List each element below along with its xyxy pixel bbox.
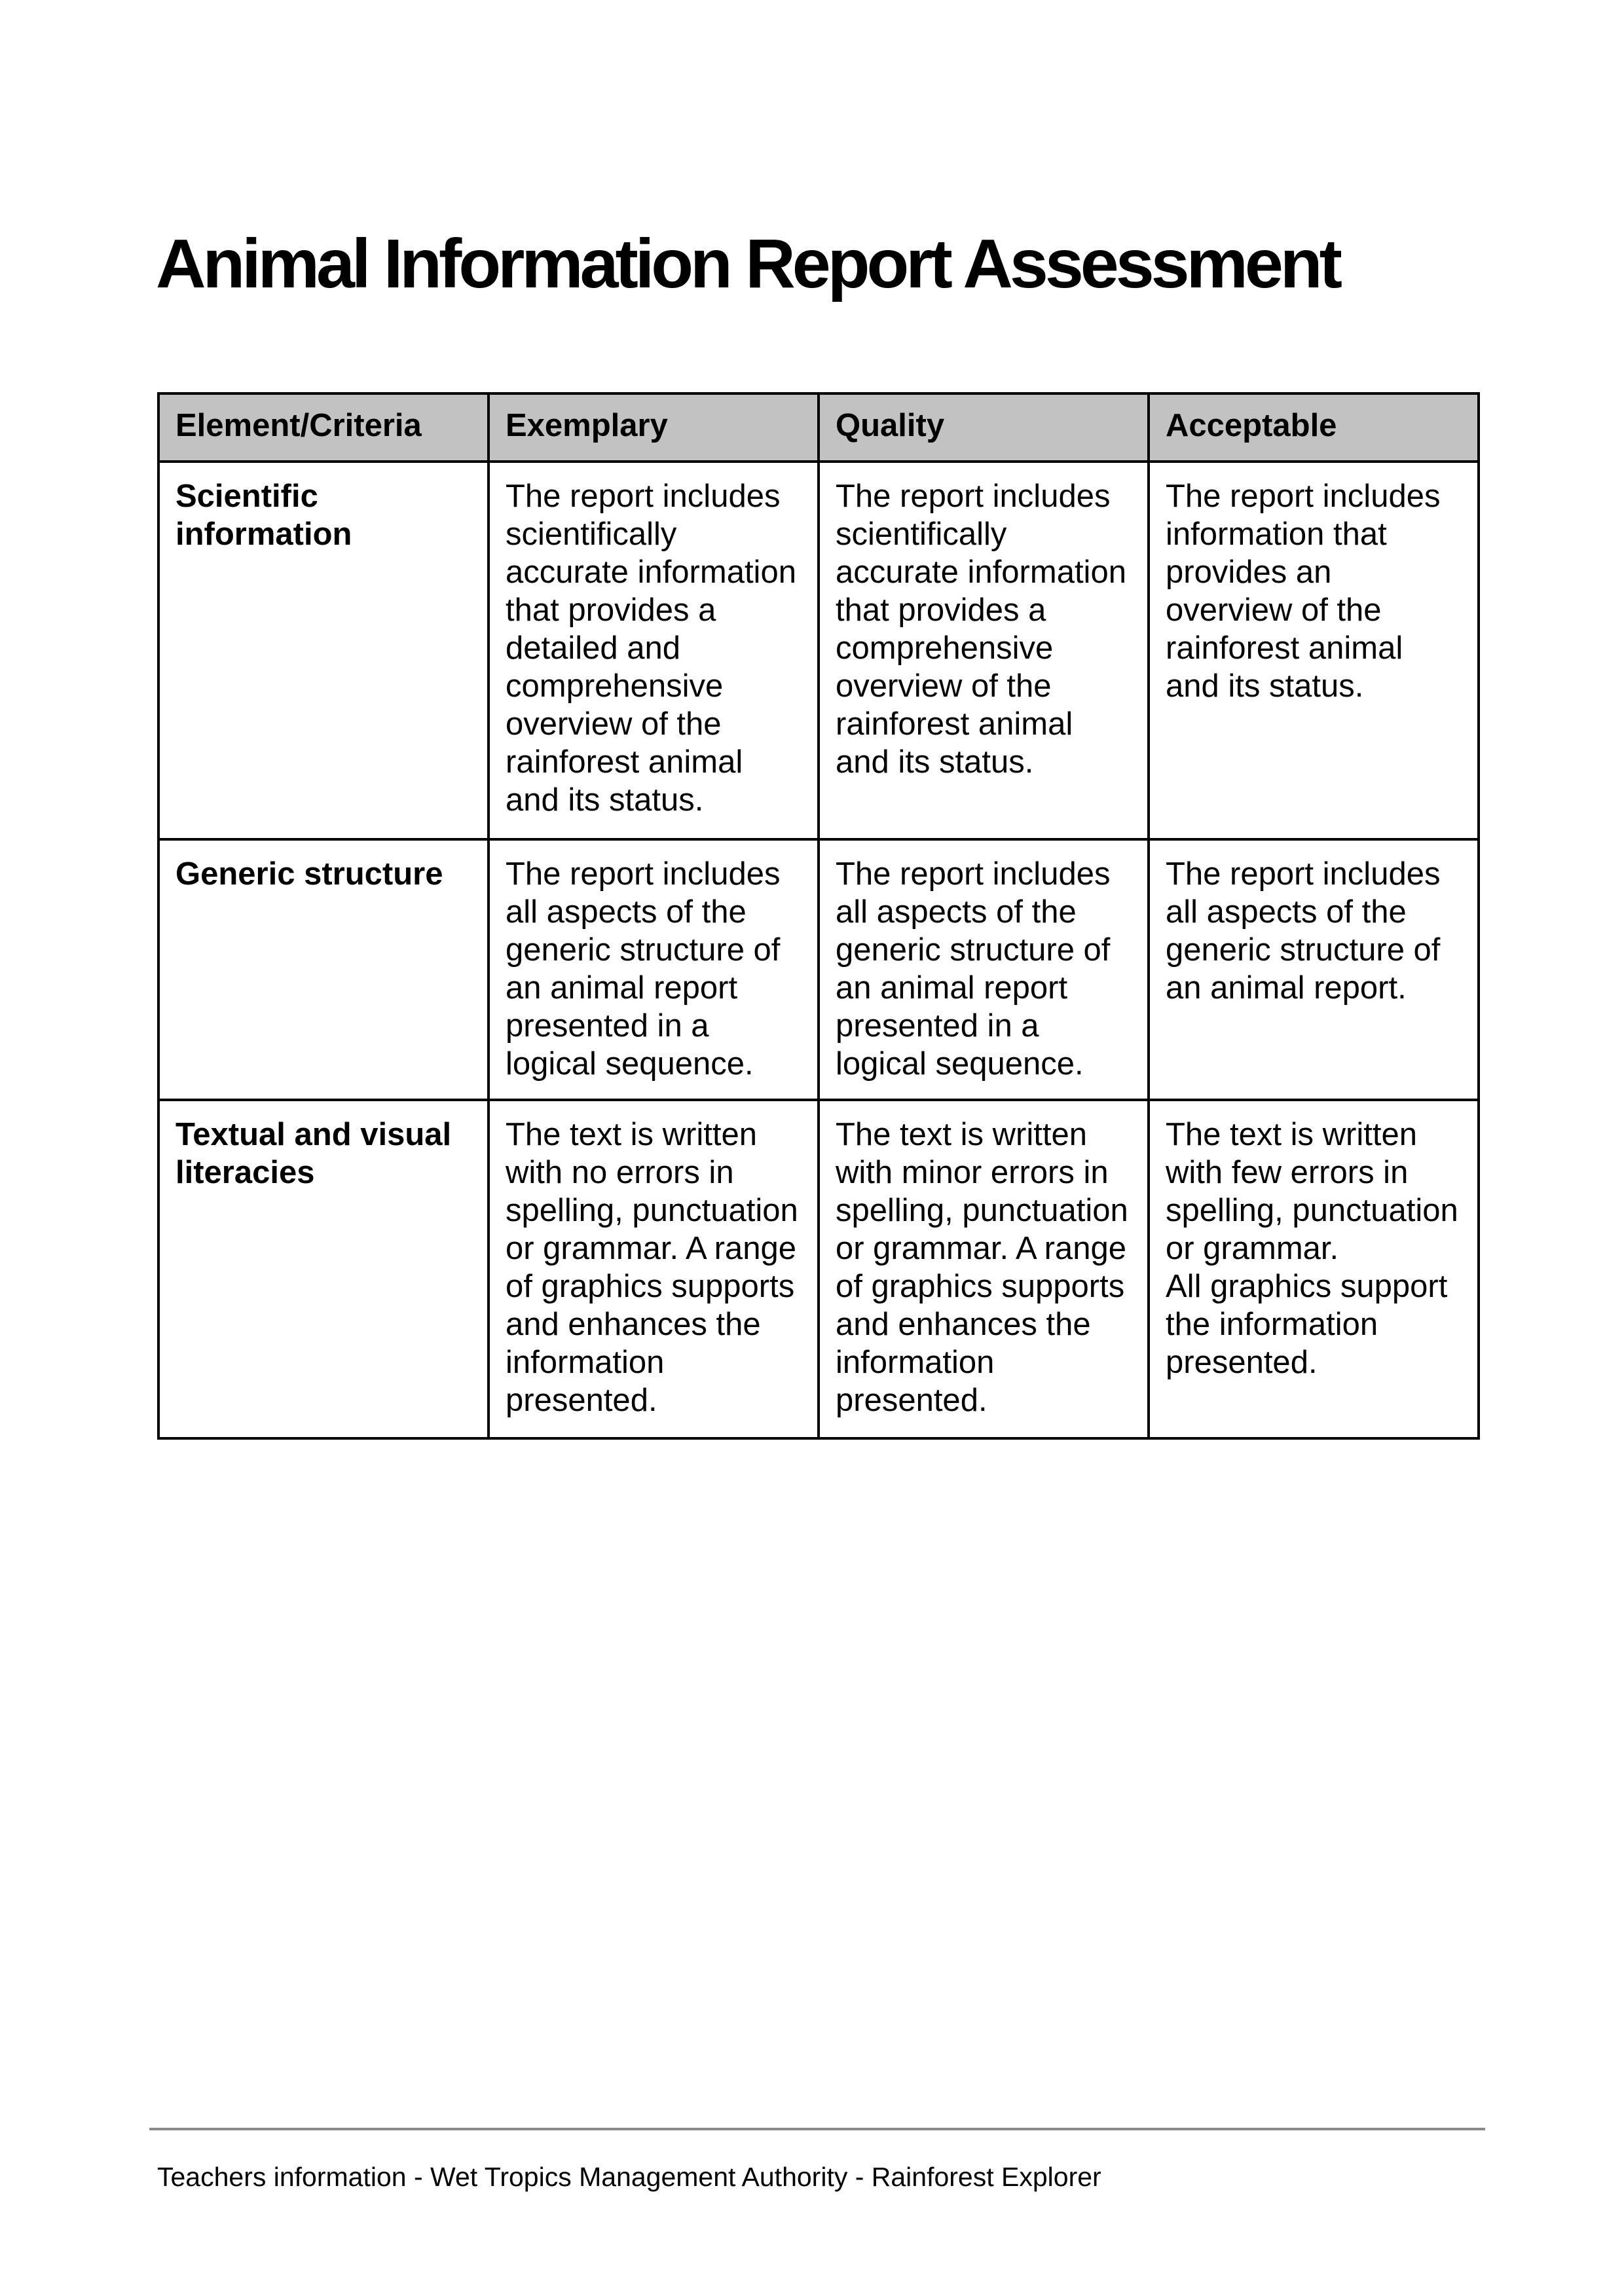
criteria-generic-structure: Generic structure (158, 839, 489, 1100)
footer-text: Teachers information - Wet Tropics Management Authority - Rainforest Explorer (157, 2162, 1101, 2192)
header-quality: Quality (819, 393, 1149, 462)
cell-quality: The text is written with minor errors in spelling, punctuation or grammar. A range of graphics supports and enhances the information presented. (819, 1100, 1149, 1438)
cell-acceptable: The report includes information that provides an overview of the rainforest animal and its status. (1149, 462, 1479, 839)
footer-divider (149, 2128, 1485, 2130)
header-acceptable: Acceptable (1149, 393, 1479, 462)
table-row (158, 462, 1479, 839)
cell-acceptable: The text is written with few errors in spelling, punctuation or grammar. All graphics support the information presented. (1149, 1100, 1479, 1438)
cell-quality: The report includes all aspects of the generic structure of an animal report presented in a logical sequence. (819, 839, 1149, 1100)
table-row (158, 1100, 1479, 1438)
cell-exemplary: The report includes all aspects of the generic structure of an animal report presented in a logical sequence. (489, 839, 819, 1100)
cell-acceptable: The report includes all aspects of the generic structure of an animal report. (1149, 839, 1479, 1100)
page-title: Animal Information Report Assessment (156, 225, 1339, 302)
table-body (158, 462, 1479, 1438)
table-header (158, 393, 1479, 462)
assessment-rubric-table (157, 392, 1480, 1440)
cell-exemplary: The text is written with no errors in spelling, punctuation or grammar. A range of graphics supports and enhances the information presented. (489, 1100, 819, 1438)
table-row (158, 839, 1479, 1100)
header-exemplary: Exemplary (489, 393, 819, 462)
cell-exemplary: The report includes scientifically accurate information that provides a detailed and comprehensive overview of the rainforest animal and its status. (489, 462, 819, 839)
cell-quality: The report includes scientifically accurate information that provides a comprehensive overview of the rainforest animal and its status. (819, 462, 1149, 839)
header-element-criteria: Element/Criteria (158, 393, 489, 462)
criteria-textual-visual-literacies: Textual and visual literacies (158, 1100, 489, 1438)
criteria-scientific-information: Scientific information (158, 462, 489, 839)
header-row (158, 393, 1479, 462)
